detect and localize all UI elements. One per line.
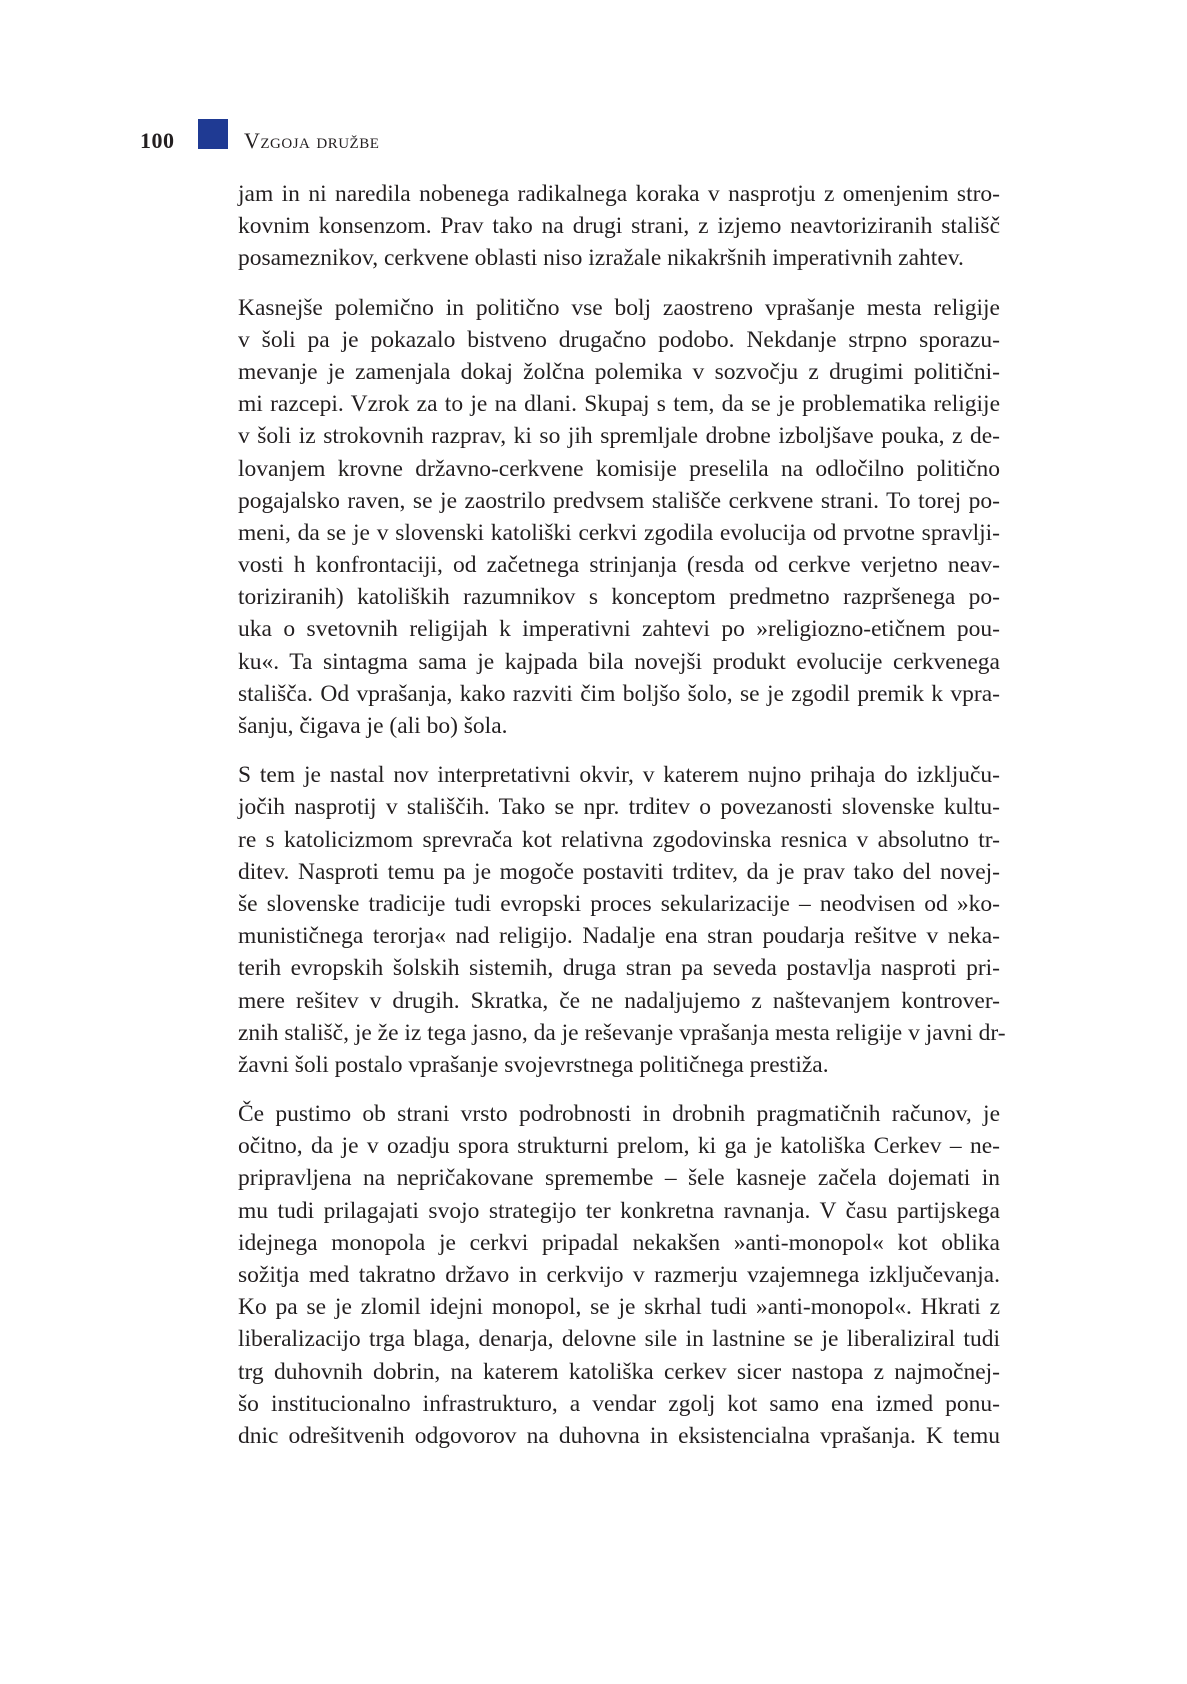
text-line: toriziranih) katoliških razumnikov s konceptom predmetno razpršenega po- bbox=[238, 584, 1000, 611]
text-line: posameznikov, cerkvene oblasti niso izražale nikakršnih imperativnih zahtev. bbox=[238, 245, 964, 272]
paragraph-4 bbox=[238, 1098, 1000, 1452]
text-line: ku«. Ta sintagma sama je kajpada bila novejši produkt evolucije cerkvenega bbox=[238, 648, 1000, 675]
header-color-block bbox=[198, 119, 228, 149]
text-line: trg duhovnih dobrin, na katerem katoliška cerkev sicer nastopa z najmočnej- bbox=[238, 1358, 1000, 1385]
text-line: še slovenske tradicije tudi evropski proces sekularizacije – neodvisen od »ko- bbox=[238, 890, 1000, 917]
running-title: Vzgoja družbe bbox=[244, 128, 380, 153]
text-line: munističnega terorja« nad religijo. Nadalje ena stran poudarja rešitve v neka- bbox=[238, 923, 1000, 950]
text-line: v šoli iz strokovnih razprav, ki so jih spremljale drobne izboljšave pouka, z de- bbox=[238, 423, 1000, 450]
text-line: terih evropskih šolskih sistemih, druga stran pa seveda postavlja nasproti pri- bbox=[238, 955, 1000, 982]
text-line: idejnega monopola je cerkvi pripadal nekakšen »anti-monopol« kot oblika bbox=[238, 1229, 1000, 1256]
text-line: sožitja med takratno državo in cerkvijo v razmerju vzajemnega izključevanja. bbox=[238, 1262, 1000, 1288]
paragraph-1 bbox=[238, 178, 1000, 275]
text-line: žavni šoli postalo vprašanje svojevrstnega političnega prestiža. bbox=[238, 1051, 829, 1078]
text-line: mere rešitev v drugih. Skratka, če ne nadaljujemo z naštevanjem kontrover- bbox=[238, 987, 1000, 1014]
text-line: šo institucionalno infrastrukturo, a vendar zgolj kot samo ena izmed ponu- bbox=[238, 1390, 1000, 1417]
text-line: Če pustimo ob strani vrsto podrobnosti in drobnih pragmatičnih računov, je bbox=[238, 1101, 1000, 1128]
text-line: re s katolicizmom sprevrača kot relativna zgodovinska resnica v absolutno tr- bbox=[238, 826, 1000, 853]
text-line: pogajalsko raven, se je zaostrilo predvsem stališče cerkvene strani. To torej po- bbox=[238, 487, 1000, 514]
text-line: vosti h konfrontaciji, od začetnega strinjanja (resda od cerkve verjetno neav- bbox=[238, 552, 1000, 579]
text-line: pripravljena na nepričakovane spremembe – šele kasneje začela dojemati in bbox=[238, 1165, 1000, 1192]
text-line: Kasnejše polemično in politično vse bolj zaostreno vprašanje mesta religije bbox=[238, 294, 1000, 321]
text-line: jočih nasprotij v stališčih. Tako se npr. trditev o povezanosti slovenske kultu- bbox=[238, 794, 1000, 821]
text-line: mi razcepi. Vzrok za to je na dlani. Skupaj s tem, da se je problematika religije bbox=[238, 391, 1000, 418]
text-line: mevanje je zamenjala dokaj žolčna polemika v sozvočju z drugimi politični- bbox=[238, 358, 1000, 385]
text-line: ditev. Nasproti temu pa je mogoče postaviti trditev, da je prav tako del novej- bbox=[238, 858, 1000, 885]
text-line: dnic odrešitvenih odgovorov na duhovna in eksistencialna vprašanja. K temu bbox=[238, 1422, 1000, 1449]
text-line: Ko pa se je zlomil idejni monopol, se je skrhal tudi »anti-monopol«. Hkrati z bbox=[238, 1294, 1000, 1321]
body-text bbox=[238, 178, 1006, 1469]
text-line: uka o svetovnih religijah k imperativni zahtevi po »religiozno-etičnem pou- bbox=[238, 616, 1000, 643]
text-line: liberalizacijo trga blaga, denarja, delovne sile in lastnine se je liberaliziral tudi bbox=[238, 1326, 1000, 1353]
page-number: 100 bbox=[140, 128, 175, 153]
text-line: v šoli pa je pokazalo bistveno drugačno podobo. Nekdanje strpno sporazu- bbox=[238, 326, 1000, 353]
paragraph-3 bbox=[238, 759, 1006, 1081]
text-line: mu tudi prilagajati svojo strategijo ter konkretna ravnanja. V času partijskega bbox=[238, 1197, 1000, 1224]
text-line: šanju, čigava je (ali bo) šola. bbox=[238, 713, 508, 739]
text-line: jam in ni naredila nobenega radikalnega koraka v nasprotju z omenjenim stro- bbox=[238, 181, 1000, 207]
text-line: znih stališč, je že iz tega jasno, da je reševanje vprašanja mesta religije v javni dr- bbox=[238, 1019, 1006, 1046]
text-line: očitno, da je v ozadju spora strukturni prelom, ki ga je katoliška Cerkev – ne- bbox=[238, 1133, 1000, 1160]
text-line: stališča. Od vprašanja, kako razviti čim boljšo šolo, se je zgodil premik k vpra- bbox=[238, 680, 1000, 707]
paragraph-2 bbox=[238, 292, 1000, 743]
text-line: meni, da se je v slovenski katoliški cerkvi zgodila evolucija od prvotne spravlji- bbox=[238, 519, 1000, 546]
text-line: kovnim konsenzom. Prav tako na drugi strani, z izjemo neavtoriziranih stališč bbox=[238, 213, 1000, 240]
text-line: S tem je nastal nov interpretativni okvir, v katerem nujno prihaja do izključu- bbox=[238, 762, 1000, 789]
text-line: lovanjem krovne državno-cerkvene komisije preselila na odločilno politično bbox=[238, 455, 1000, 482]
